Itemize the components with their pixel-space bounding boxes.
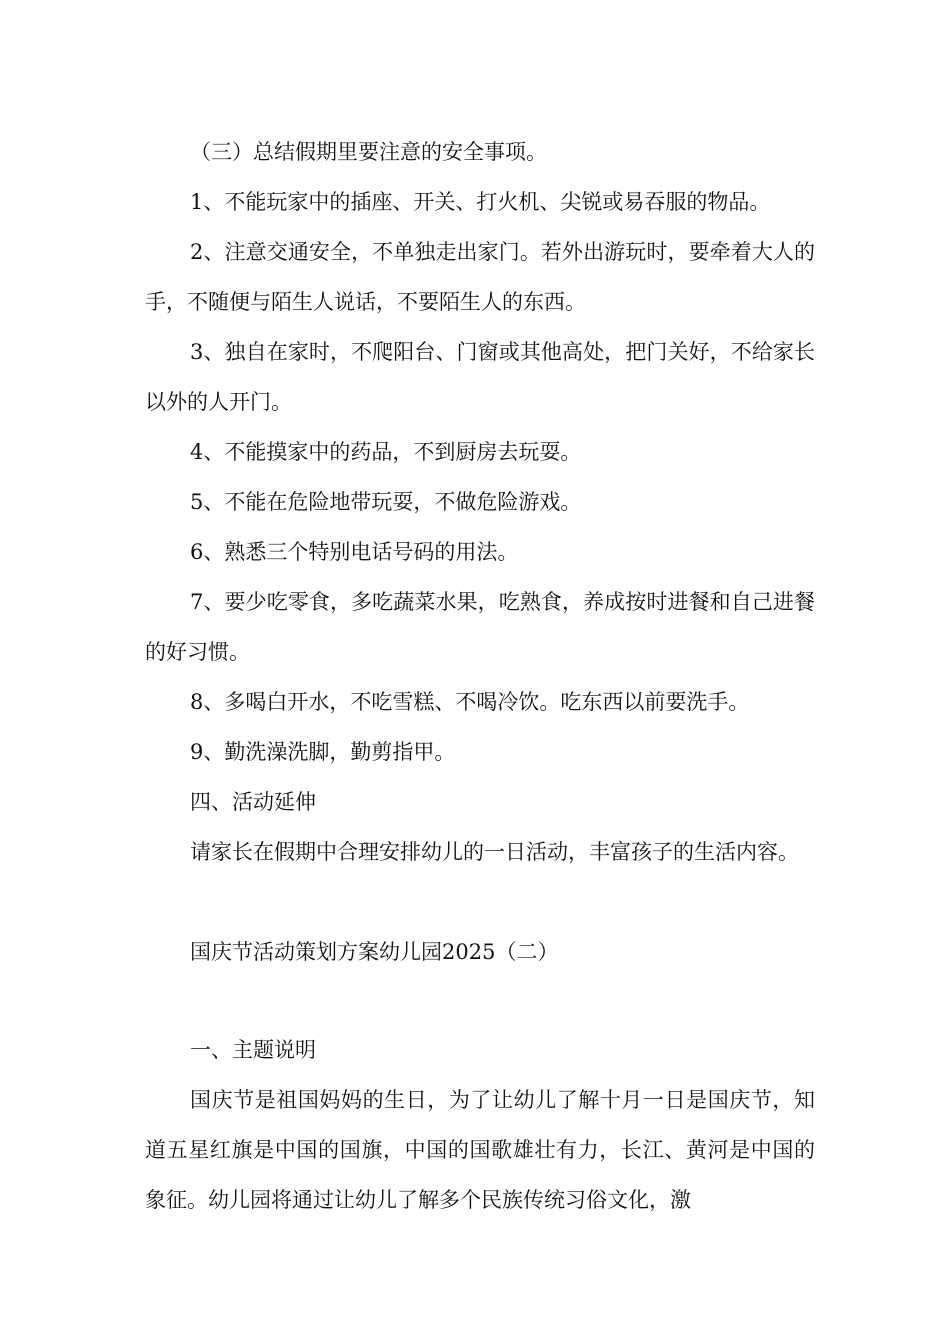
paragraph-item-4: 4、不能摸家中的药品，不到厨房去玩耍。 <box>190 440 582 464</box>
paragraph-theme-body: 国庆节是祖国妈妈的生日，为了让幼儿了解十月一日是国庆节，知道五星红旗是中国的国旗，中国的国歌雄壮有力，长江、黄河是中国的象征。幼儿园将通过让幼儿了解多个民族传统习俗文化，激 <box>145 1088 815 1212</box>
paragraph-extension-body: 请家长在假期中合理安排幼儿的一日活动，丰富孩子的生活内容。 <box>190 840 799 864</box>
paragraph-item-7: 7、要少吃零食，多吃蔬菜水果，吃熟食，养成按时进餐和自己进餐的好习惯。 <box>145 590 815 664</box>
paragraph-item-1: 1、不能玩家中的插座、开关、打火机、尖锐或易吞服的物品。 <box>190 190 771 214</box>
section-heading-extension: 四、活动延伸 <box>190 790 316 814</box>
section-heading-theme: 一、主题说明 <box>190 1038 316 1062</box>
paragraph-item-3: 3、独自在家时，不爬阳台、门窗或其他高处，把门关好，不给家长以外的人开门。 <box>145 340 815 414</box>
paragraph-safety-heading: （三）总结假期里要注意的安全事项。 <box>190 140 547 164</box>
paragraph-item-5: 5、不能在危险地带玩耍，不做危险游戏。 <box>190 490 582 514</box>
document-subtitle: 国庆节活动策划方案幼儿园2025（二） <box>190 940 559 964</box>
paragraph-item-8: 8、多喝白开水，不吃雪糕、不喝冷饮。吃东西以前要洗手。 <box>190 690 750 714</box>
paragraph-item-2: 2、注意交通安全，不单独走出家门。若外出游玩时，要牵着大人的手，不随便与陌生人说话，不要陌生人的东西。 <box>145 240 815 314</box>
paragraph-item-6: 6、熟悉三个特别电话号码的用法。 <box>190 540 519 564</box>
paragraph-item-9: 9、勤洗澡洗脚，勤剪指甲。 <box>190 740 456 764</box>
